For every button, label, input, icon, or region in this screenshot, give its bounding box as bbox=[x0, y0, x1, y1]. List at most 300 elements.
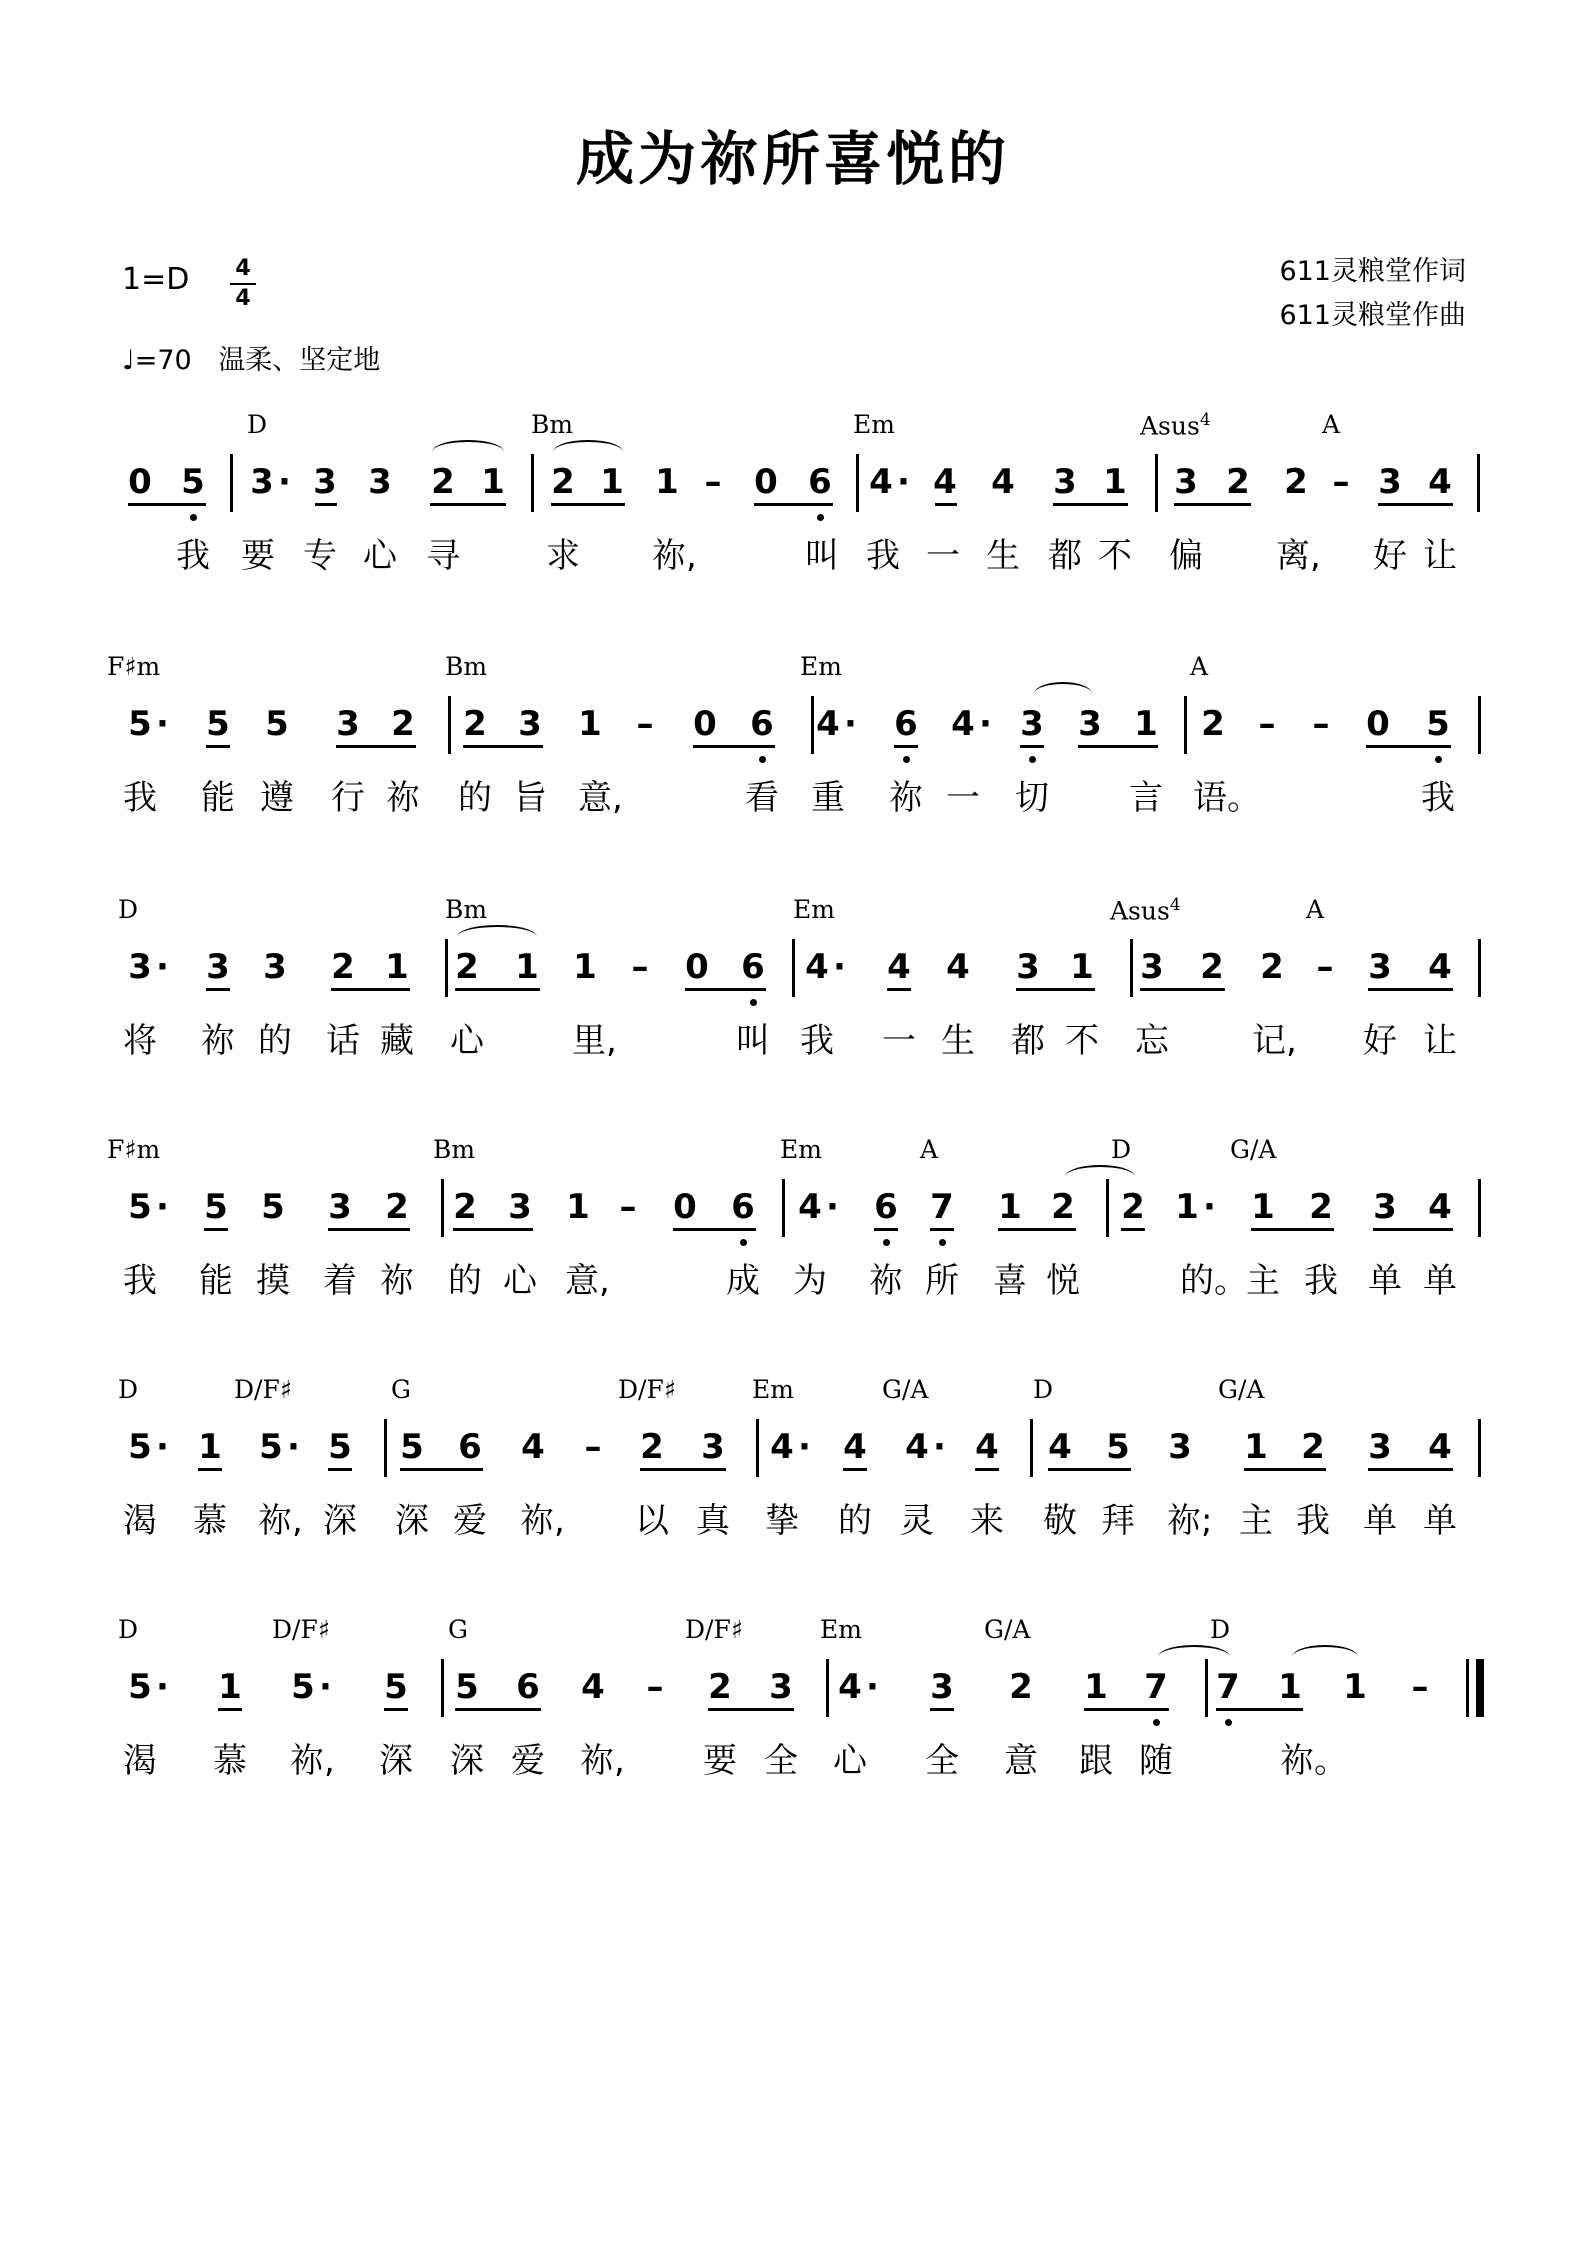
chord-symbol bbox=[531, 410, 573, 439]
lyric-syllable: 跟 bbox=[1079, 1741, 1113, 1781]
lyric-syllable: 的 bbox=[258, 1021, 292, 1061]
chord-name: G/A bbox=[1218, 1375, 1265, 1404]
eighth-underline bbox=[640, 1468, 726, 1471]
lyric-syllable: 离, bbox=[1276, 536, 1321, 576]
chord-name: Bm bbox=[445, 895, 488, 924]
dotted-note-dot: · bbox=[156, 947, 169, 987]
lyric-syllable: 里, bbox=[572, 1021, 617, 1061]
note: – bbox=[646, 1667, 664, 1707]
lyric-syllable: 能 bbox=[199, 1261, 233, 1301]
note: 3 bbox=[206, 947, 230, 987]
chord-symbol bbox=[1111, 1135, 1131, 1164]
note: 2 bbox=[385, 1187, 409, 1227]
note: 3 bbox=[769, 1667, 793, 1707]
note: – bbox=[1316, 947, 1334, 987]
lyric-syllable: 行 bbox=[331, 778, 365, 818]
lyric-syllable: 爱 bbox=[453, 1501, 487, 1541]
chord-name: D bbox=[1111, 1135, 1132, 1164]
eighth-underline bbox=[874, 1228, 898, 1231]
note: 1 bbox=[198, 1427, 222, 1467]
staff-system bbox=[0, 652, 1586, 892]
lyric-syllable: 全 bbox=[925, 1741, 959, 1781]
note: 4 bbox=[933, 462, 957, 502]
lyric-syllable: 好 bbox=[1373, 536, 1407, 576]
lyric-syllable: 心 bbox=[503, 1261, 537, 1301]
lyric-syllable: 喜 bbox=[993, 1261, 1027, 1301]
note: 5 bbox=[204, 1187, 228, 1227]
dotted-note-dot: · bbox=[156, 1667, 169, 1707]
barline bbox=[441, 1659, 444, 1717]
chord-symbol bbox=[984, 1615, 1030, 1644]
note: 2 bbox=[1009, 1667, 1033, 1707]
chord-symbol bbox=[780, 1135, 822, 1164]
eighth-underline bbox=[384, 1708, 408, 1711]
barline bbox=[1184, 696, 1187, 754]
chord-symbol bbox=[445, 652, 487, 681]
lyric-syllable: 以 bbox=[635, 1501, 669, 1541]
note: 3 bbox=[1168, 1427, 1192, 1467]
eighth-underline bbox=[673, 1228, 756, 1231]
note: 2 bbox=[1121, 1187, 1145, 1227]
chord-symbol bbox=[234, 1375, 292, 1404]
lyric-syllable: 语。 bbox=[1193, 778, 1261, 818]
lyric-syllable: 全 bbox=[764, 1741, 798, 1781]
lyric-syllable: 一 bbox=[946, 778, 980, 818]
eighth-underline bbox=[1174, 503, 1251, 506]
lyric-syllable: 来 bbox=[970, 1501, 1004, 1541]
lyric-syllable: 祢, bbox=[290, 1741, 335, 1781]
eighth-underline bbox=[453, 1228, 533, 1231]
note: 2 bbox=[708, 1667, 732, 1707]
chord-symbol bbox=[272, 1615, 330, 1644]
lyric-syllable: 祢 bbox=[889, 778, 923, 818]
tie-slur bbox=[457, 925, 537, 949]
note: 4 bbox=[975, 1427, 999, 1467]
chord-name: A bbox=[1190, 652, 1209, 681]
chord-name: Em bbox=[780, 1135, 822, 1164]
note: 3 bbox=[1053, 462, 1077, 502]
note: 4 bbox=[1048, 1427, 1072, 1467]
low-octave-dot bbox=[740, 1239, 747, 1246]
note: 3 bbox=[1140, 947, 1164, 987]
chord-symbol bbox=[853, 410, 895, 439]
dotted-note-dot: · bbox=[287, 1427, 300, 1467]
lyric-syllable: 能 bbox=[201, 778, 235, 818]
lyric-syllable: 不 bbox=[1098, 536, 1132, 576]
eighth-underline bbox=[331, 988, 410, 991]
eighth-underline bbox=[1378, 503, 1453, 506]
chord-name: Bm bbox=[445, 652, 488, 681]
chord-symbol bbox=[882, 1375, 928, 1404]
lyric-syllable: 生 bbox=[986, 536, 1020, 576]
barline bbox=[1477, 454, 1480, 512]
note: 1 bbox=[1070, 947, 1094, 987]
lyric-syllable: 好 bbox=[1363, 1021, 1397, 1061]
eighth-underline bbox=[998, 1228, 1076, 1231]
barline bbox=[856, 454, 859, 512]
note: 2 bbox=[1284, 462, 1308, 502]
lyric-syllable: 一 bbox=[882, 1021, 916, 1061]
chord-name: A bbox=[920, 1135, 939, 1164]
chord-name: Em bbox=[793, 895, 835, 924]
eighth-underline bbox=[204, 1228, 228, 1231]
eighth-underline bbox=[315, 503, 337, 506]
lyric-syllable: 爱 bbox=[511, 1741, 545, 1781]
tempo-marking bbox=[122, 338, 380, 377]
note: 0 bbox=[693, 704, 717, 744]
note: 2 bbox=[331, 947, 355, 987]
eighth-underline bbox=[218, 1708, 242, 1711]
eighth-underline bbox=[128, 503, 206, 506]
note: 2 bbox=[1309, 1187, 1333, 1227]
lyric-syllable: 深 bbox=[395, 1501, 429, 1541]
eighth-underline bbox=[935, 503, 957, 506]
note: 4 · bbox=[838, 1667, 879, 1707]
chord-name: Asus bbox=[1110, 896, 1170, 926]
eighth-underline bbox=[328, 1468, 352, 1471]
note: 5 · bbox=[128, 1427, 169, 1467]
chord-symbol bbox=[1110, 895, 1181, 925]
note: 5 · bbox=[291, 1667, 332, 1707]
note: 5 bbox=[1426, 704, 1450, 744]
lyric-syllable: 着 bbox=[323, 1261, 357, 1301]
eighth-underline bbox=[708, 1708, 794, 1711]
lyric-syllable: 为 bbox=[793, 1261, 827, 1301]
note: 1 bbox=[600, 462, 624, 502]
note: 1 bbox=[218, 1667, 242, 1707]
dotted-note-dot: · bbox=[833, 947, 846, 987]
note: 1 bbox=[573, 947, 597, 987]
barline bbox=[1155, 454, 1158, 512]
note: – bbox=[631, 947, 649, 987]
chord-name: G/A bbox=[882, 1375, 929, 1404]
chord-symbol bbox=[752, 1375, 794, 1404]
note: – bbox=[704, 462, 722, 502]
lyric-syllable: 成 bbox=[726, 1261, 760, 1301]
chord-name: D/F♯ bbox=[685, 1615, 743, 1644]
note: 3 bbox=[1174, 462, 1198, 502]
chord-name: Em bbox=[752, 1375, 794, 1404]
note: 3 bbox=[1016, 947, 1040, 987]
dotted-note-dot: · bbox=[319, 1667, 332, 1707]
lyric-syllable: 摸 bbox=[256, 1261, 290, 1301]
note: 1 bbox=[1251, 1187, 1275, 1227]
note: 6 bbox=[808, 462, 832, 502]
eighth-underline bbox=[1373, 1228, 1453, 1231]
chord-name: G bbox=[391, 1375, 411, 1404]
tie-slur bbox=[1158, 1645, 1230, 1669]
lyric-syllable: 心 bbox=[833, 1741, 867, 1781]
note: 3 bbox=[518, 704, 542, 744]
staff-system bbox=[0, 1615, 1586, 1855]
lyric-syllable: 旨 bbox=[513, 778, 547, 818]
eighth-underline bbox=[754, 503, 833, 506]
lyric-syllable: 让 bbox=[1423, 1021, 1457, 1061]
note: 5 bbox=[206, 704, 230, 744]
chord-symbol bbox=[1306, 895, 1324, 924]
note: 2 bbox=[1301, 1427, 1325, 1467]
lyric-syllable: 单 bbox=[1423, 1501, 1457, 1541]
lyric-syllable: 看 bbox=[745, 778, 779, 818]
lyric-syllable: 深 bbox=[379, 1741, 413, 1781]
lyric-syllable: 叫 bbox=[805, 536, 839, 576]
lyric-syllable: 挚 bbox=[765, 1501, 799, 1541]
lyric-syllable: 偏 bbox=[1169, 536, 1203, 576]
note: – bbox=[1411, 1667, 1429, 1707]
chord-name: D/F♯ bbox=[272, 1615, 330, 1644]
lyric-syllable: 藏 bbox=[380, 1021, 414, 1061]
note: 1 bbox=[1084, 1667, 1108, 1707]
lyric-syllable: 重 bbox=[811, 778, 845, 818]
note: 3 bbox=[508, 1187, 532, 1227]
eighth-underline bbox=[206, 988, 230, 991]
chord-name: Bm bbox=[433, 1135, 476, 1164]
note: 5 · bbox=[128, 704, 169, 744]
note: 4 bbox=[1428, 1187, 1452, 1227]
note: 2 bbox=[1260, 947, 1284, 987]
barline bbox=[1478, 1179, 1481, 1237]
note: 5 · bbox=[128, 1667, 169, 1707]
eighth-underline bbox=[1048, 1468, 1131, 1471]
dotted-note-dot: · bbox=[933, 1427, 946, 1467]
note: 1 bbox=[1278, 1667, 1302, 1707]
dotted-note-dot: · bbox=[866, 1667, 879, 1707]
note: 4 bbox=[521, 1427, 545, 1467]
barline bbox=[792, 939, 795, 997]
note: 2 bbox=[455, 947, 479, 987]
tie-slur bbox=[1034, 682, 1092, 706]
note: 4 · bbox=[805, 947, 846, 987]
chord-suffix: 4 bbox=[1169, 895, 1181, 915]
staff-system bbox=[0, 1375, 1586, 1615]
eighth-underline bbox=[685, 988, 766, 991]
barline bbox=[1478, 1419, 1481, 1477]
chord-symbol bbox=[1190, 652, 1208, 681]
lyric-syllable: 的 bbox=[448, 1261, 482, 1301]
note: – bbox=[584, 1427, 602, 1467]
time-signature-bottom: 4 bbox=[235, 286, 251, 311]
credits bbox=[1279, 250, 1466, 338]
lyric-syllable: 求 bbox=[546, 536, 580, 576]
note: 1 bbox=[1244, 1427, 1268, 1467]
note: 4 · bbox=[869, 462, 910, 502]
note: 2 bbox=[431, 462, 455, 502]
note: 2 bbox=[1200, 947, 1224, 987]
lyric-syllable: 主 bbox=[1239, 1501, 1273, 1541]
note: 0 bbox=[1366, 704, 1390, 744]
eighth-underline bbox=[455, 1708, 541, 1711]
eighth-underline bbox=[328, 1228, 410, 1231]
note: 2 bbox=[640, 1427, 664, 1467]
note: 3 · bbox=[250, 462, 291, 502]
eighth-underline bbox=[930, 1228, 954, 1231]
lyric-syllable: 敬 bbox=[1043, 1501, 1077, 1541]
chord-symbol bbox=[247, 410, 267, 439]
note: 3 bbox=[1078, 704, 1102, 744]
note: 2 bbox=[463, 704, 487, 744]
lyric-syllable: 我 bbox=[1421, 778, 1455, 818]
note: 1 bbox=[578, 704, 602, 744]
note: 6 bbox=[731, 1187, 755, 1227]
note: 5 bbox=[181, 462, 205, 502]
lyric-syllable: 祢。 bbox=[1280, 1741, 1348, 1781]
lyric-syllable: 我 bbox=[800, 1021, 834, 1061]
chord-symbol bbox=[448, 1615, 468, 1644]
chord-name: G/A bbox=[984, 1615, 1031, 1644]
note: 0 bbox=[754, 462, 778, 502]
note: 5 bbox=[384, 1667, 408, 1707]
note: 1 bbox=[1103, 462, 1127, 502]
note: 6 bbox=[750, 704, 774, 744]
lyric-syllable: 让 bbox=[1423, 536, 1457, 576]
note: 3 bbox=[1373, 1187, 1397, 1227]
note: 5 bbox=[328, 1427, 352, 1467]
lyric-syllable: 灵 bbox=[900, 1501, 934, 1541]
lyric-syllable: 我 bbox=[123, 778, 157, 818]
chord-symbol bbox=[118, 1615, 138, 1644]
chord-name: Asus bbox=[1140, 411, 1200, 441]
note: 4 bbox=[887, 947, 911, 987]
note: 5 bbox=[1106, 1427, 1130, 1467]
chord-symbol bbox=[800, 652, 842, 681]
eighth-underline bbox=[887, 988, 911, 991]
chord-symbol bbox=[433, 1135, 475, 1164]
lyric-syllable: 深 bbox=[323, 1501, 357, 1541]
chord-symbol bbox=[1210, 1615, 1230, 1644]
lyric-syllable: 的 bbox=[838, 1501, 872, 1541]
note: 4 bbox=[1428, 462, 1452, 502]
dotted-note-dot: · bbox=[156, 1427, 169, 1467]
barline bbox=[1478, 939, 1481, 997]
barline bbox=[230, 454, 233, 512]
chord-name: D bbox=[1210, 1615, 1231, 1644]
note: 2 bbox=[1051, 1187, 1075, 1227]
low-octave-dot bbox=[759, 756, 766, 763]
chord-name: G/A bbox=[1230, 1135, 1277, 1164]
eighth-underline bbox=[1368, 988, 1453, 991]
eighth-underline bbox=[1084, 1708, 1169, 1711]
eighth-underline bbox=[1121, 1228, 1145, 1231]
note: 6 bbox=[894, 704, 918, 744]
lyric-syllable: 祢 bbox=[386, 778, 420, 818]
chord-symbol bbox=[118, 895, 138, 924]
eighth-underline bbox=[430, 503, 506, 506]
barline bbox=[384, 1419, 387, 1477]
chord-symbol bbox=[1322, 410, 1340, 439]
lyric-syllable: 叫 bbox=[736, 1021, 770, 1061]
chord-name: D bbox=[118, 1615, 139, 1644]
dotted-note-dot: · bbox=[844, 704, 857, 744]
lyric-syllable: 话 bbox=[326, 1021, 360, 1061]
note: 3 · bbox=[128, 947, 169, 987]
note: – bbox=[1312, 704, 1330, 744]
low-octave-dot bbox=[750, 999, 757, 1006]
eighth-underline bbox=[1053, 503, 1128, 506]
note: 3 bbox=[336, 704, 360, 744]
note: 1 bbox=[385, 947, 409, 987]
chord-symbol bbox=[107, 1135, 160, 1164]
lyric-syllable: 将 bbox=[123, 1021, 157, 1061]
note: 2 bbox=[551, 462, 575, 502]
note: 4 · bbox=[798, 1187, 839, 1227]
chord-name: D/F♯ bbox=[234, 1375, 292, 1404]
note: 6 bbox=[741, 947, 765, 987]
tie-slur bbox=[1065, 1165, 1135, 1189]
chord-name: Em bbox=[800, 652, 842, 681]
eighth-underline bbox=[1251, 1228, 1334, 1231]
barline bbox=[826, 1659, 829, 1717]
note: 5 bbox=[400, 1427, 424, 1467]
note: 1 bbox=[566, 1187, 590, 1227]
eighth-underline bbox=[930, 1708, 954, 1711]
lyric-syllable: 我 bbox=[866, 536, 900, 576]
lyric-syllable: 渴 bbox=[123, 1741, 157, 1781]
note: 0 bbox=[685, 947, 709, 987]
lyric-syllable: 随 bbox=[1139, 1741, 1173, 1781]
chord-symbol bbox=[391, 1375, 411, 1404]
chord-name: A bbox=[1306, 895, 1325, 924]
lyric-syllable: 言 bbox=[1129, 778, 1163, 818]
eighth-underline bbox=[463, 745, 543, 748]
note: 4 bbox=[1428, 947, 1452, 987]
note: 3 bbox=[313, 462, 337, 502]
dotted-note-dot: · bbox=[1203, 1187, 1216, 1227]
tempo-value: ♩=70 bbox=[122, 345, 192, 376]
chord-name: D bbox=[247, 410, 268, 439]
chord-symbol bbox=[118, 1375, 138, 1404]
dotted-note-dot: · bbox=[979, 704, 992, 744]
lyric-syllable: 不 bbox=[1065, 1021, 1099, 1061]
lyric-syllable: 慕 bbox=[193, 1501, 227, 1541]
lyric-syllable: 祢, bbox=[258, 1501, 303, 1541]
staff-system bbox=[0, 410, 1586, 650]
chord-symbol bbox=[1230, 1135, 1276, 1164]
dotted-note-dot: · bbox=[798, 1427, 811, 1467]
low-octave-dot bbox=[903, 756, 910, 763]
note: 2 bbox=[453, 1187, 477, 1227]
eighth-underline bbox=[336, 745, 416, 748]
eighth-underline bbox=[894, 745, 918, 748]
note: 4 bbox=[581, 1667, 605, 1707]
eighth-underline bbox=[1020, 745, 1044, 748]
low-octave-dot bbox=[883, 1239, 890, 1246]
chord-symbol bbox=[445, 895, 487, 924]
tie-slur bbox=[432, 440, 504, 464]
chord-symbol bbox=[1140, 410, 1211, 440]
expression-marking: 温柔、坚定地 bbox=[218, 345, 381, 376]
note: 1 bbox=[481, 462, 505, 502]
note: 5 bbox=[455, 1667, 479, 1707]
chord-symbol bbox=[1033, 1375, 1053, 1404]
lyric-syllable: 祢 bbox=[201, 1021, 235, 1061]
lyric-syllable: 我 bbox=[176, 536, 210, 576]
lyric-syllable: 单 bbox=[1363, 1501, 1397, 1541]
note: 5 bbox=[265, 704, 289, 744]
lyric-syllable: 切 bbox=[1015, 778, 1049, 818]
lyric-syllable: 真 bbox=[696, 1501, 730, 1541]
lyric-syllable: 的 bbox=[458, 778, 492, 818]
barline bbox=[756, 1419, 759, 1477]
lyric-syllable: 单 bbox=[1423, 1261, 1457, 1301]
lyric-syllable: 都 bbox=[1011, 1021, 1045, 1061]
note: 5 · bbox=[128, 1187, 169, 1227]
note: 7 bbox=[1216, 1667, 1240, 1707]
lyric-syllable: 祢 bbox=[380, 1261, 414, 1301]
lyric-syllable: 专 bbox=[303, 536, 337, 576]
note: – bbox=[636, 704, 654, 744]
note: 3 bbox=[930, 1667, 954, 1707]
time-signature-bar bbox=[230, 283, 256, 285]
